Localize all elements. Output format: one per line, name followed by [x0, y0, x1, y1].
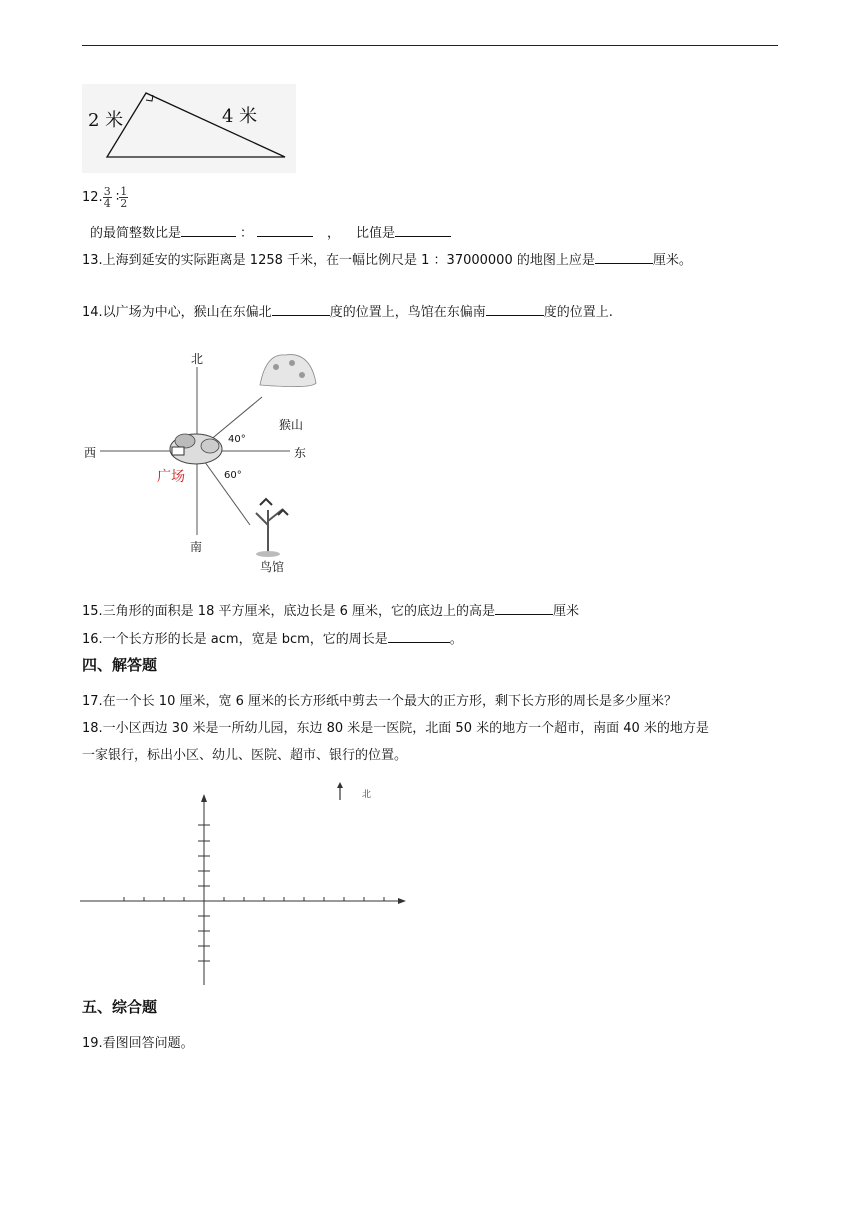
compass-east-label: 东	[294, 446, 307, 460]
q12-blank-3[interactable]	[395, 222, 451, 237]
north-arrow-label: 北	[362, 790, 372, 800]
section-5-title: 五、综合题	[82, 998, 158, 1016]
q12-fraction-1: $\frac{3}{4}$	[103, 185, 111, 210]
q14-blank-2[interactable]	[486, 301, 544, 316]
north-arrow-icon	[337, 782, 343, 800]
q19-question: 19.看图回答问题。	[82, 1036, 194, 1051]
compass-figure	[80, 345, 330, 580]
q14-blank-1[interactable]	[272, 301, 330, 316]
q12-blank-1[interactable]	[181, 222, 236, 237]
q12-separator: ∶	[115, 190, 120, 205]
bird-house-icon	[256, 499, 288, 557]
monkey-hill-label: 猴山	[279, 418, 304, 432]
plaza-label: 广场	[157, 469, 185, 485]
q16-question: 16.一个长方形的长是 acm，宽是 bcm，它的周长是 。	[82, 628, 463, 647]
q18-question-line-2: 一家银行，标出小区、幼儿、医院、超市、银行的位置。	[82, 748, 408, 763]
triangle-figure	[82, 84, 298, 174]
q14-question: 14.以广场为中心，猴山在东偏北 度的位置上，鸟馆在东偏南 度的位置上.	[82, 301, 613, 320]
q12-blank-2[interactable]	[257, 222, 313, 237]
monkey-hill-icon	[260, 355, 316, 387]
q12-number: 12.	[82, 190, 103, 205]
q15-blank[interactable]	[495, 600, 553, 615]
plaza-icon	[170, 434, 222, 464]
q15-question: 15.三角形的面积是 18 平方厘米，底边长是 6 厘米，它的底边上的高是 厘米	[82, 600, 579, 619]
compass-south-label: 南	[190, 540, 203, 554]
q16-blank[interactable]	[388, 628, 450, 643]
header-rule	[82, 45, 778, 46]
compass-north-label: 北	[191, 352, 204, 366]
q17-question: 17.在一个长 10 厘米，宽 6 厘米的长方形纸中剪去一个最大的正方形，剩下长方形的周长是多少厘米？	[82, 694, 678, 709]
coordinate-axes-figure	[80, 780, 410, 990]
triangle-left-label: 2 米	[88, 110, 124, 131]
q13-question: 13.上海到延安的实际距离是 1258 千米，在一幅比例尺是 1 ：37000000 的地图上应是 厘米。	[82, 249, 692, 268]
angle-northeast-label: 40°	[228, 434, 246, 445]
bird-house-label: 鸟馆	[260, 560, 285, 574]
q18-question-line-1: 18.一小区西边 30 米是一所幼儿园，东边 80 米是一医院，北面 50 米的地方一个超市，南面 40 米的地方是	[82, 721, 709, 736]
q13-blank[interactable]	[595, 249, 653, 264]
angle-southeast-label: 60°	[224, 470, 242, 481]
q12-fraction-2: $\frac{1}{2}$	[120, 185, 128, 210]
q12-answer-line: 的最简整数比是 ： ， 比值是	[90, 222, 451, 241]
section-4-title: 四、解答题	[82, 656, 158, 674]
triangle-right-label: 4 米	[222, 106, 258, 127]
q12-ratio-expression	[82, 186, 128, 209]
compass-west-label: 西	[84, 446, 97, 460]
